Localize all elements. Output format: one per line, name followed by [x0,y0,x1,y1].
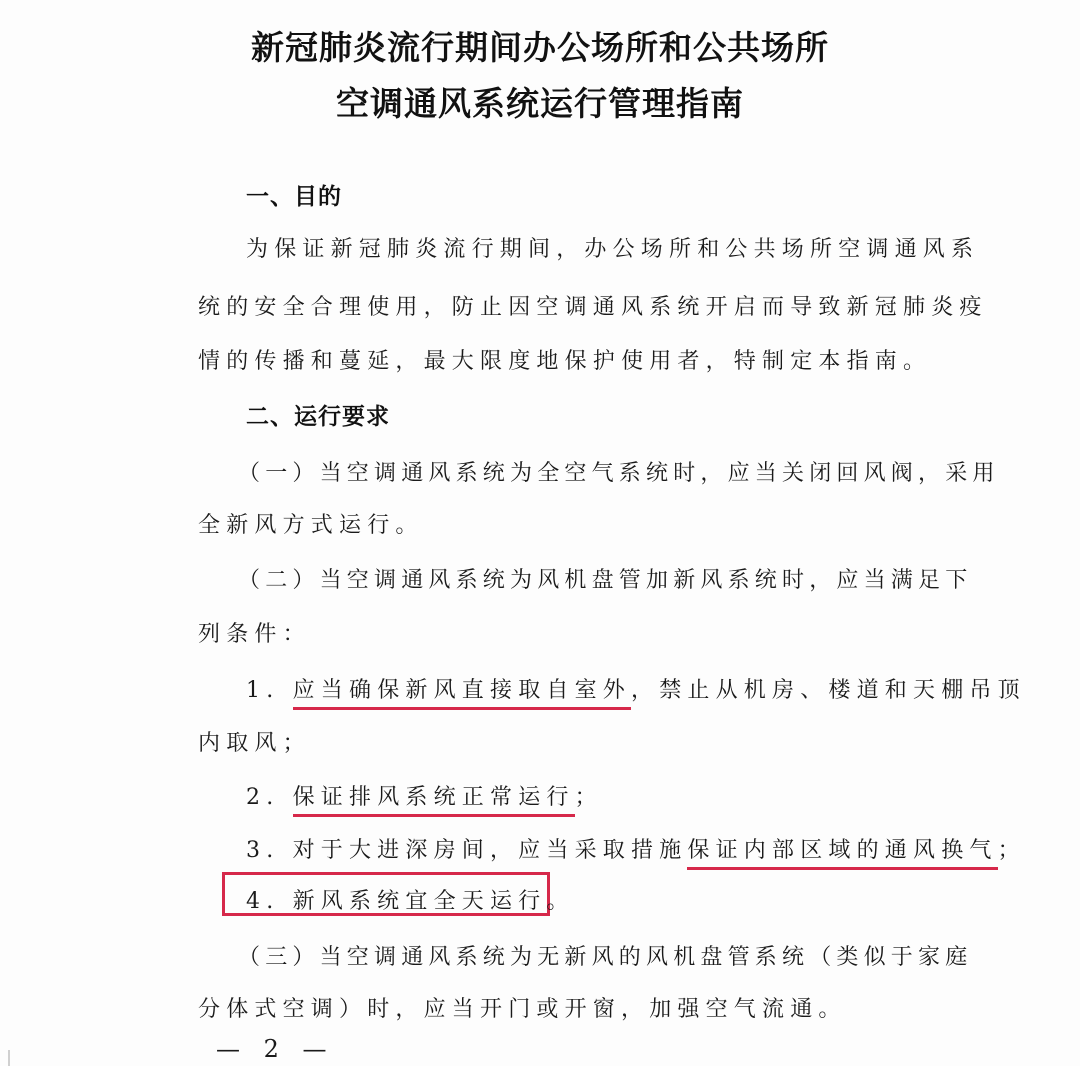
paragraph-line: （二）当空调通风系统为风机盘管加新风系统时，应当满足下 [238,568,973,593]
condition-1-line [246,673,1026,704]
condition-3-underlined: 保证内部区域的通风换气 [687,838,997,870]
paragraph-line: （三）当空调通风系统为无新风的风机盘管系统（类似于家庭 [238,945,973,970]
scan-edge-mark [8,1050,10,1066]
paragraph-line: 全新风方式运行。 [198,513,424,538]
condition-1-rest: ，禁止从机房、楼道和天棚吊顶 [631,678,1026,703]
condition-3-text: 3. 对于大进深房间，应当采取措施 [246,838,688,863]
condition-2-number: 2. [246,785,293,810]
section-heading-requirements: 二、运行要求 [246,404,390,430]
condition-1-underlined: 应当确保新风直接取自室外 [293,678,631,710]
document-title-line-1: 新冠肺炎流行期间办公场所和公共场所 [251,28,829,67]
page-number: — 2 — [216,1035,335,1063]
condition-2-underlined: 保证排风系统正常运行 [293,785,575,817]
document-title-line-2: 空调通风系统运行管理指南 [336,84,744,123]
condition-1-number: 1. [246,678,293,703]
condition-3-rest: ； [997,838,1026,863]
condition-3-line [246,833,1026,864]
condition-2-rest: ； [574,785,603,810]
paragraph-line: （一）当空调通风系统为全空气系统时，应当关闭回风阀，采用 [238,461,1000,486]
paragraph-line: 列条件： [198,622,311,647]
paragraph-line: 统的安全合理使用，防止因空调通风系统开启而导致新冠肺炎疫 [198,295,988,320]
condition-2-line [246,780,603,811]
paragraph-line: 为保证新冠肺炎流行期间，办公场所和公共场所空调通风系 [246,237,980,262]
section-heading-purpose: 一、目的 [246,184,342,210]
paragraph-line: 分体式空调）时，应当开门或开窗，加强空气流通。 [198,997,847,1022]
condition-4-line: 4. 新风系统宜全天运行。 [246,889,575,914]
paragraph-line: 情的传播和蔓延，最大限度地保护使用者，特制定本指南。 [198,349,932,374]
condition-1-line-2: 内取风； [198,731,311,756]
